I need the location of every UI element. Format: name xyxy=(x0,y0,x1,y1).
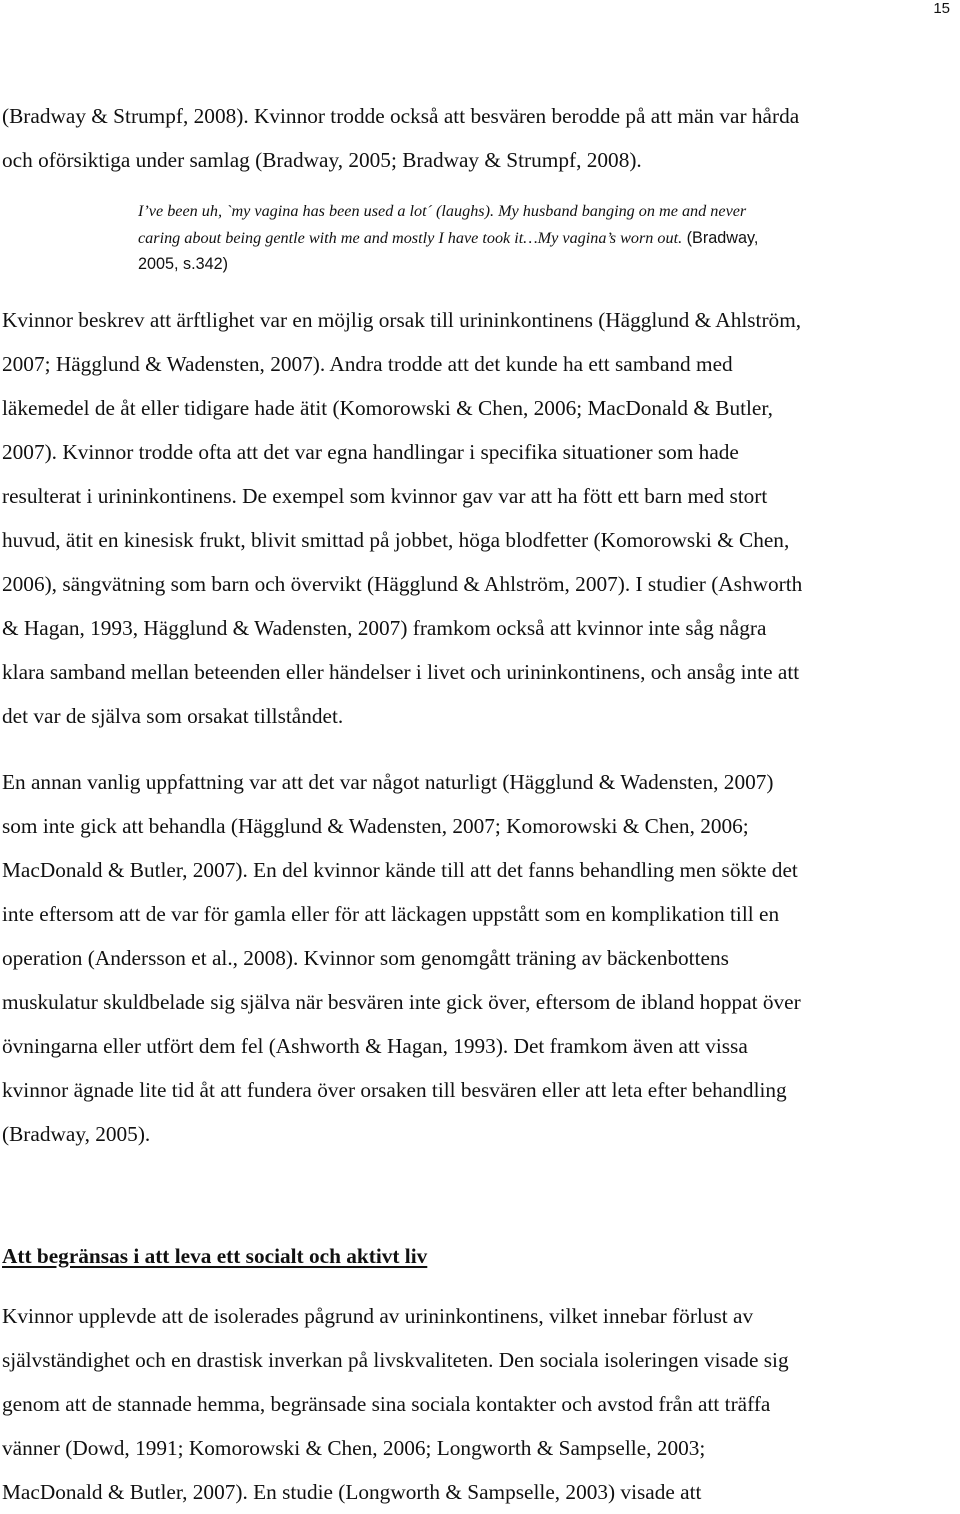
quote-citation-line: 2005, s.342) xyxy=(138,255,228,273)
quote-line: I’ve been uh, `my vagina has been used a lot´ (laughs). My husband banging on me and never xyxy=(138,202,747,220)
text-line: 2007). Kvinnor trodde ofta att det var egna handlingar i specifika situationer som hade xyxy=(2,439,739,464)
text-line: självständighet och en drastisk inverkan på livskvaliteten. Den sociala isoleringen visade sig xyxy=(2,1347,789,1372)
text-line: 2006), sängvätning som barn och övervikt (Hägglund & Ahlström, 2007). I studier (Ashworth xyxy=(2,571,803,596)
text-line: 2007; Hägglund & Wadensten, 2007). Andra trodde att det kunde ha ett samband med xyxy=(2,351,733,376)
quote-line xyxy=(138,225,950,252)
block-quote xyxy=(138,198,950,278)
text-line: klara samband mellan beteenden eller händelser i livet och urininkontinens, och ansåg inte att xyxy=(2,659,800,684)
paragraph-natural xyxy=(2,760,950,1156)
section-heading: Att begränsas i att leva ett socialt och aktivt liv xyxy=(2,1243,428,1268)
quote-citation-text: (Bradway, xyxy=(682,228,759,247)
text-line: & Hagan, 1993, Hägglund & Wadensten, 2007) framkom också att kvinnor inte såg några xyxy=(2,615,767,640)
text-line: och oförsiktiga under samlag (Bradway, 2005; Bradway & Strumpf, 2008). xyxy=(2,148,642,172)
text-line: En annan vanlig uppfattning var att det var något naturligt (Hägglund & Wadensten, 2007) xyxy=(2,769,774,794)
text-line: läkemedel de åt eller tidigare hade ätit (Komorowski & Chen, 2006; MacDonald & Butler, xyxy=(2,395,773,420)
paragraph-heredity xyxy=(2,298,950,738)
page-body xyxy=(2,94,950,1514)
paragraph-isolation xyxy=(2,1294,950,1514)
quote-italic-text: caring about being gentle with me and mostly I have took it…My vagina’s worn out. xyxy=(138,228,683,247)
text-line: (Bradway, 2005). xyxy=(2,1121,151,1146)
text-line: kvinnor ägnade lite tid åt att fundera över orsaken till besvären eller att leta efter behandling xyxy=(2,1077,787,1102)
text-line: vänner (Dowd, 1991; Komorowski & Chen, 2006; Longworth & Sampselle, 2003; xyxy=(2,1435,706,1460)
text-line: MacDonald & Butler, 2007). En del kvinnor kände till att det fanns behandling men sökte det xyxy=(2,857,798,882)
text-line: resulterat i urininkontinens. De exempel som kvinnor gav var att ha fött ett barn med stort xyxy=(2,483,768,508)
text-line: operation (Andersson et al., 2008). Kvinnor som genomgått träning av bäckenbottens xyxy=(2,945,729,970)
text-line: inte eftersom att de var för gamla eller för att läckagen uppstått som en komplikation till en xyxy=(2,901,780,926)
text-line: MacDonald & Butler, 2007). En studie (Longworth & Sampselle, 2003) visade att xyxy=(2,1479,702,1504)
page-number: 15 xyxy=(933,0,950,17)
text-line: Kvinnor upplevde att de isolerades pågrund av urininkontinens, vilket innebar förlust av xyxy=(2,1303,754,1328)
text-line: som inte gick att behandla (Hägglund & Wadensten, 2007; Komorowski & Chen, 2006; xyxy=(2,813,749,838)
text-line: huvud, ätit en kinesisk frukt, blivit smittad på jobbet, höga blodfetter (Komorowski & Chen, xyxy=(2,527,790,552)
text-line: (Bradway & Strumpf, 2008). Kvinnor trodde också att besvären berodde på att män var hårda xyxy=(2,104,800,128)
text-line: genom att de stannade hemma, begränsade sina sociala kontakter och avstod från att träffa xyxy=(2,1391,771,1416)
text-line: Kvinnor beskrev att ärftlighet var en möjlig orsak till urininkontinens (Hägglund & Ahlström, xyxy=(2,307,802,332)
text-line: det var de själva som orsakat tillståndet. xyxy=(2,703,344,728)
text-line: muskulatur skuldbelade sig själva när besvären inte gick över, eftersom de ibland hoppat över xyxy=(2,989,801,1014)
text-line: övningarna eller utfört dem fel (Ashworth & Hagan, 1993). Det framkom även att vissa xyxy=(2,1033,748,1058)
intro-paragraph xyxy=(2,94,950,182)
